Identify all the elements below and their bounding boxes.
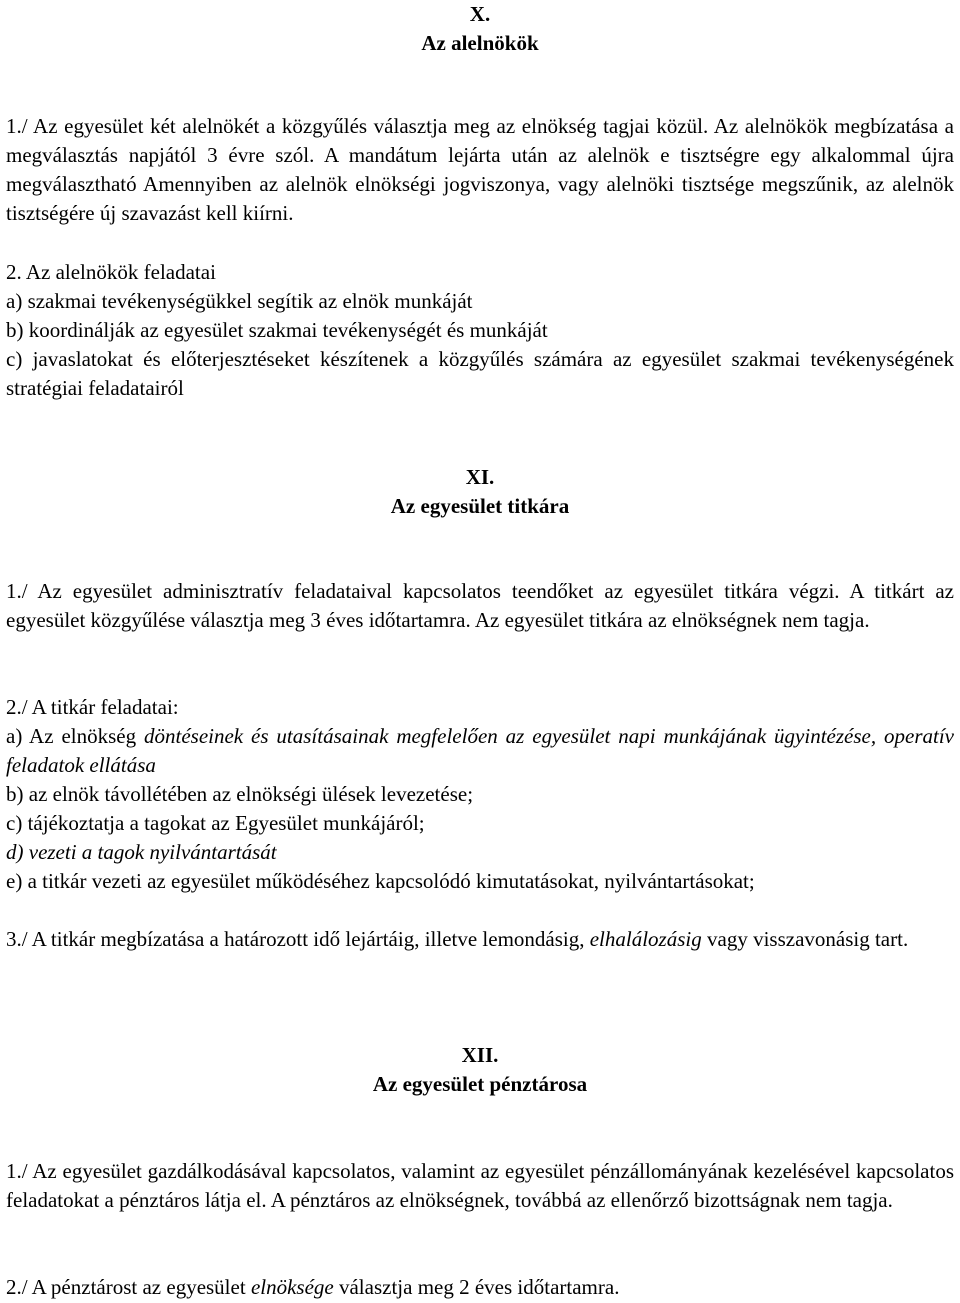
section-xii-paragraph-1 [6,1157,954,1215]
section-xii-heading [6,1041,954,1099]
section-x-paragraph-1 [6,112,954,228]
paragraph-heading: 2./ A titkár feladatai: [6,695,179,719]
section-xi-heading [6,463,954,521]
section-title: Az alelnökök [421,31,539,55]
list-item [6,722,954,780]
section-title: Az egyesület titkára [390,494,570,518]
list-item: b) az elnök távollétében az elnökségi ülések levezetése; [6,782,474,806]
section-number: XI. [465,465,495,489]
section-xi-paragraph-1 [6,577,954,635]
list-item: c) javaslatokat és előterjesztéseket készítenek a közgyűlés számára az egyesület szakmai tevékenységének stratégiai feladatairól [6,347,954,400]
paragraph-italic: elhalálozásig [589,927,702,951]
section-xi-paragraph-3 [6,925,954,954]
paragraph-suffix: vagy visszavonásig tart. [701,927,909,951]
section-x-paragraph-2 [6,258,954,403]
list-item: e) a titkár vezeti az egyesület működéséhez kapcsolódó kimutatásokat, nyilvántartásokat; [6,869,755,893]
section-title: Az egyesület pénztárosa [372,1072,588,1096]
paragraph-heading: 2. Az alelnökök feladatai [6,260,216,284]
paragraph [6,925,954,954]
list-item-prefix: a) Az elnökség [6,724,144,748]
list-item-italic: döntéseinek és utasításainak megfelelően az egyesület napi munkájának ügyintézése, operatív feladatok ellátása [6,724,954,777]
paragraph [6,1273,954,1302]
paragraph-prefix: 2./ A pénztárost az egyesület [6,1275,251,1299]
section-number: XII. [461,1043,499,1067]
list-item: c) tájékoztatja a tagokat az Egyesület munkájáról; [6,811,425,835]
section-xii-paragraph-2 [6,1273,954,1302]
list-item: a) szakmai tevékenységükkel segítik az elnök munkáját [6,289,473,313]
paragraph: 1./ Az egyesület két alelnökét a közgyűlés választja meg az elnökség tagjai közül. Az alelnökök megbízatása a megválasztás napjától 3 évre szól. A mandátum lejárta után az alelnök e tisztségre egy alkalommal újra megválasztható Amennyiben az alelnök elnökségi jogviszonya, vagy alelnöki tisztsége megszűnik, az alelnök tisztségére új szavazást kell kiírni. [6,114,954,225]
section-xi-paragraph-2 [6,693,954,896]
paragraph-prefix: 3./ A titkár megbízatása a határozott idő lejártáig, illetve lemondásig, [6,927,590,951]
paragraph-italic: elnöksége [250,1275,334,1299]
paragraph: 1./ Az egyesület gazdálkodásával kapcsolatos, valamint az egyesület pénzállományának kezelésével kapcsolatos feladatokat a pénztáros látja el. A pénztáros az elnökségnek, továbbá az ellenőrző bizottságnak nem tagja. [6,1159,954,1212]
paragraph-suffix: választja meg 2 éves időtartamra. [333,1275,620,1299]
list-item: b) koordinálják az egyesület szakmai tevékenységét és munkáját [6,318,548,342]
section-number: X. [469,2,491,26]
list-item: d) vezeti a tagok nyilvántartását [6,840,277,864]
paragraph: 1./ Az egyesület adminisztratív feladataival kapcsolatos teendőket az egyesület titkára végzi. A titkárt az egyesület közgyűlése választja meg 3 éves időtartamra. Az egyesület titkára az elnökségnek nem tagja. [6,579,954,632]
section-x-heading [6,0,954,58]
